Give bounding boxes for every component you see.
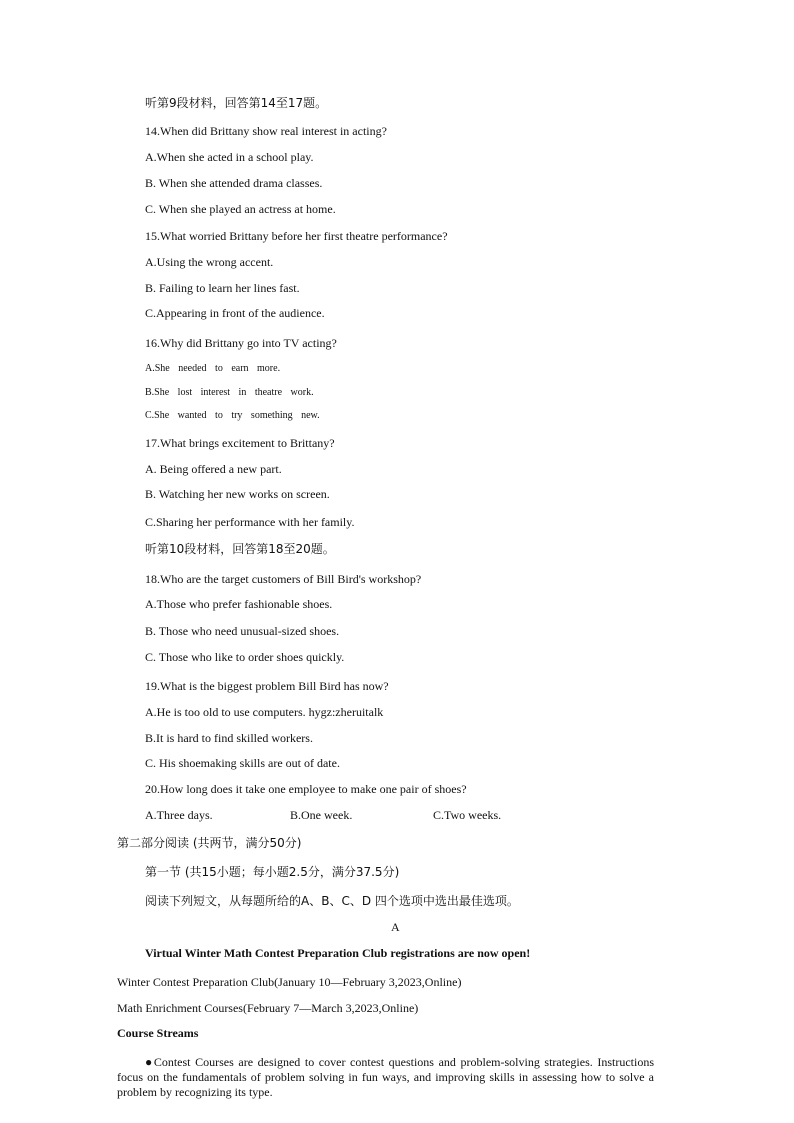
section1-header: 第一节 (共15小题；每小题2.5分，满分37.5分)	[145, 865, 400, 879]
part2-header: 第二部分阅读 (共两节，满分50分)	[117, 836, 302, 850]
q15-option-a: A.Using the wrong accent.	[145, 255, 274, 269]
q20-option-a: A.Three days.	[145, 808, 213, 822]
section9-header: 听第9段材料，回答第14至17题。	[145, 96, 328, 110]
q19-option-b: B.It is hard to find skilled workers.	[145, 731, 313, 745]
q15-option-c: C.Appearing in front of the audience.	[145, 306, 325, 320]
passage-title: Virtual Winter Math Contest Preparation Club registrations are now open!	[145, 946, 531, 960]
q15-option-b: B. Failing to learn her lines fast.	[145, 281, 300, 295]
q19-option-a: A.He is too old to use computers. hygz:zheruitalk	[145, 705, 384, 719]
q16-option-c: C.She wanted to try something new.	[145, 410, 320, 421]
q14-option-a: A.When she acted in a school play.	[145, 150, 314, 164]
q17-option-b: B. Watching her new works on screen.	[145, 487, 330, 501]
q18-option-b: B. Those who need unusual-sized shoes.	[145, 624, 340, 638]
q16-option-b: B.She lost interest in theatre work.	[145, 387, 314, 398]
course-streams-heading: Course Streams	[117, 1026, 199, 1040]
q17-option-a: A. Being offered a new part.	[145, 462, 282, 476]
passage-line-2: Math Enrichment Courses(February 7—March 3,2023,Online)	[117, 1001, 419, 1015]
q16-option-a: A.She needed to earn more.	[145, 363, 281, 374]
contest-courses-paragraph: ●Contest Courses are designed to cover contest questions and problem-solving strategies. Instructions focus on the fundamentals of problem solving in fun ways, and improving skills in assessing how to solve a problem by recognizing its type.	[117, 1055, 654, 1099]
q18-option-c: C. Those who like to order shoes quickly.	[145, 650, 345, 664]
q18-option-a: A.Those who prefer fashionable shoes.	[145, 597, 333, 611]
section10-header: 听第10段材料，回答第18至20题。	[145, 542, 335, 556]
question-20: 20.How long does it take one employee to make one pair of shoes?	[145, 782, 467, 796]
passage-label: A	[391, 920, 400, 934]
passage-line-1: Winter Contest Preparation Club(January 10—February 3,2023,Online)	[117, 975, 462, 989]
q14-option-b: B. When she attended drama classes.	[145, 176, 323, 190]
q19-option-c: C. His shoemaking skills are out of date.	[145, 756, 340, 770]
question-18: 18.Who are the target customers of Bill Bird's workshop?	[145, 572, 422, 586]
q14-option-c: C. When she played an actress at home.	[145, 202, 336, 216]
q17-option-c: C.Sharing her performance with her family.	[145, 515, 355, 529]
q20-option-c: C.Two weeks.	[433, 808, 502, 822]
q20-option-b: B.One week.	[290, 808, 353, 822]
question-14: 14.When did Brittany show real interest in acting?	[145, 124, 387, 138]
question-19: 19.What is the biggest problem Bill Bird has now?	[145, 679, 389, 693]
question-17: 17.What brings excitement to Brittany?	[145, 436, 335, 450]
question-16: 16.Why did Brittany go into TV acting?	[145, 336, 337, 350]
reading-instruction: 阅读下列短文，从每题所给的A、B、C、D 四个选项中选出最佳选项。	[145, 894, 519, 908]
question-15: 15.What worried Brittany before her first theatre performance?	[145, 229, 448, 243]
